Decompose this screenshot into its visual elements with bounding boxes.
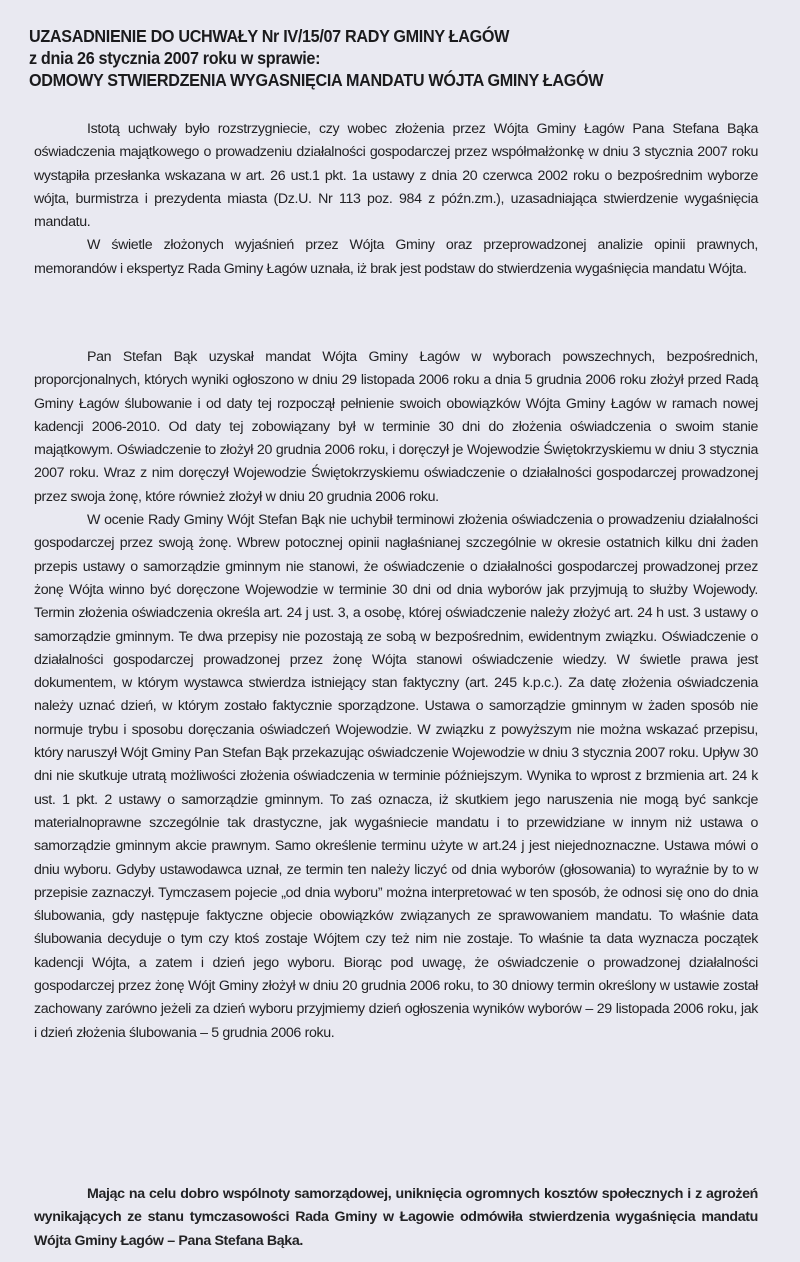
section-intro bbox=[34, 118, 758, 281]
section-conclusion bbox=[34, 1183, 758, 1253]
header-title-line: UZASADNIENIE DO UCHWAŁY Nr IV/15/07 RADY GMINY ŁAGÓW bbox=[29, 26, 510, 46]
header-date-line: z dnia 26 stycznia 2007 roku w sprawie: bbox=[29, 48, 321, 68]
section-justification bbox=[34, 346, 758, 1045]
paragraph: W ocenie Rady Gminy Wójt Stefan Bąk nie uchybił terminowi złożenia oświadczenia o prowadzeniu działalności gospodarczej przez swoją żonę. Wbrew potocznej opinii nagłaśnianej szczególnie w okresie ostatnich kilku dni żaden przepis ustawy o samorządzie gminnym nie stanowi, że oświadczenie o działalności gospodarczej prowadzonej przez żonę Wójta winno być doręczone Wojewodzie w terminie 30 dni od dnia wyborów jak przyjmują to służby Wojewody. Termin złożenia oświadczenia określa art. 24 j ust. 3, a osobę, której oświadczenie należy złożyć art. 24 h ust. 3 ustawy o samorządzie gminnym. Te dwa przepisy nie pozostają ze sobą w bezpośrednim, ewidentnym związku. Oświadczenie o działalności gospodarczej prowadzonej przez żonę Wójta stanowi oświadczenie wiedzy. W świetle prawa jest dokumentem, w którym wystawca stwierdza istniejący stan faktyczny (art. 245 k.p.c.). Za datę złożenia oświadczenia należy uznać dzień, w którym zostało faktycznie sporządzone. Ustawa o samorządzie gminnym w żaden sposób nie normuje trybu i sposobu doręczania oświadczeń Wojewodzie. W związku z powyższym nie można wskazać przepisu, który naruszył Wójt Gminy Pan Stefan Bąk przekazując oświadczenie Wojewodzie w dniu 3 stycznia 2007 roku. Upływ 30 dni nie skutkuje utratą możliwości złożenia oświadczenia w terminie późniejszym. Wynika to wprost z brzmienia art. 24 k ust. 1 pkt. 2 ustawy o samorządzie gminnym. To zaś oznacza, iż skutkiem jego naruszenia nie mogą być sankcje materialnoprawne szczególnie tak drastyczne, jak wygaśniecie mandatu i to przewidziane w innym niż ustawa o samorządzie gminnym akcie prawnym. Samo określenie terminu użyte w art.24 j jest niejednoznaczne. Ustawa mówi o dniu wyboru. Gdyby ustawodawca uznał, ze termin ten należy liczyć od dnia wyborów (głosowania) to wyraźnie by to w przepisie zaznaczył. Tymczasem pojecie „od dnia wyboru” można interpretować w ten sposób, że odnosi się ono do dnia ślubowania, gdy następuje faktyczne objecie obowiązków związanych ze sprawowaniem mandatu. To właśnie data ślubowania decyduje o tym czy ktoś zostaje Wójtem czy też nim nie zostaje. To właśnie ta data wyznacza początek kadencji Wójta, a zatem i dzień jego wyboru. Biorąc pod uwagę, że oświadczenie o prowadzonej działalności gospodarczej przez żonę Wójt Gminy złożył w dniu 20 grudnia 2006 roku, to 30 dniowy termin określony w ustawie został zachowany zarówno jeżeli za dzień wyboru przyjmiemy dzień ogłoszenia wyników wyborów – 29 listopada 2006 roku, jak i dzień złożenia ślubowania – 5 grudnia 2006 roku. bbox=[34, 512, 758, 1041]
conclusion-paragraph: Mając na celu dobro wspólnoty samorządowej, uniknięcia ogromnych kosztów społecznych i z agrożeń wynikających ze stanu tymczasowości Rada Gminy w Łagowie odmówiła stwierdzenia wygaśnięcia mandatu Wójta Gminy Łagów – Pana Stefana Bąka. bbox=[34, 1186, 758, 1249]
paragraph: W świetle złożonych wyjaśnień przez Wójta Gminy oraz przeprowadzonej analizie opinii prawnych, memorandów i ekspertyz Rada Gminy Łagów uznała, iż brak jest podstaw do stwierdzenia wygaśnięcia mandatu Wójta. bbox=[34, 237, 758, 277]
header-subject-line: ODMOWY STWIERDZENIA WYGASNIĘCIA MANDATU WÓJTA GMINY ŁAGÓW bbox=[29, 70, 604, 90]
document-header bbox=[29, 25, 779, 91]
paragraph: Pan Stefan Bąk uzyskał mandat Wójta Gminy Łagów w wyborach powszechnych, bezpośrednich, proporcjonalnych, których wyniki ogłoszono w dniu 29 listopada 2006 roku a dnia 5 grudnia 2006 roku złożył przed Radą Gminy Łagów ślubowanie i od daty tej rozpoczął pełnienie swoich obowiązków Wójta Gminy Łagów w ramach nowej kadencji 2006-2010. Od daty tej zobowiązany był w terminie 30 dni do złożenia oświadczenia o swoim stanie majątkowym. Oświadczenie to złożył 20 grudnia 2006 roku, i doręczył je Wojewodzie Świętokrzyskiemu w dniu 3 stycznia 2007 roku. Wraz z nim doręczył Wojewodzie Świętokrzyskiemu oświadczenie o działalności gospodarczej prowadzonej przez swoja żonę, które również złożył w dniu 20 grudnia 2006 roku. bbox=[34, 349, 758, 505]
paragraph: Istotą uchwały było rozstrzygniecie, czy wobec złożenia przez Wójta Gminy Łagów Pana Stefana Bąka oświadczenia majątkowego o prowadzeniu działalności gospodarczej przez współmałżonkę w dniu 3 stycznia 2007 roku wystąpiła przesłanka wskazana w art. 26 ust.1 pkt. 1a ustawy z dnia 20 czerwca 2002 roku o bezpośrednim wyborze wójta, burmistrza i prezydenta miasta (Dz.U. Nr 113 poz. 984 z późn.zm.), uzasadniająca stwierdzenie wygaśnięcia mandatu. bbox=[34, 121, 758, 231]
